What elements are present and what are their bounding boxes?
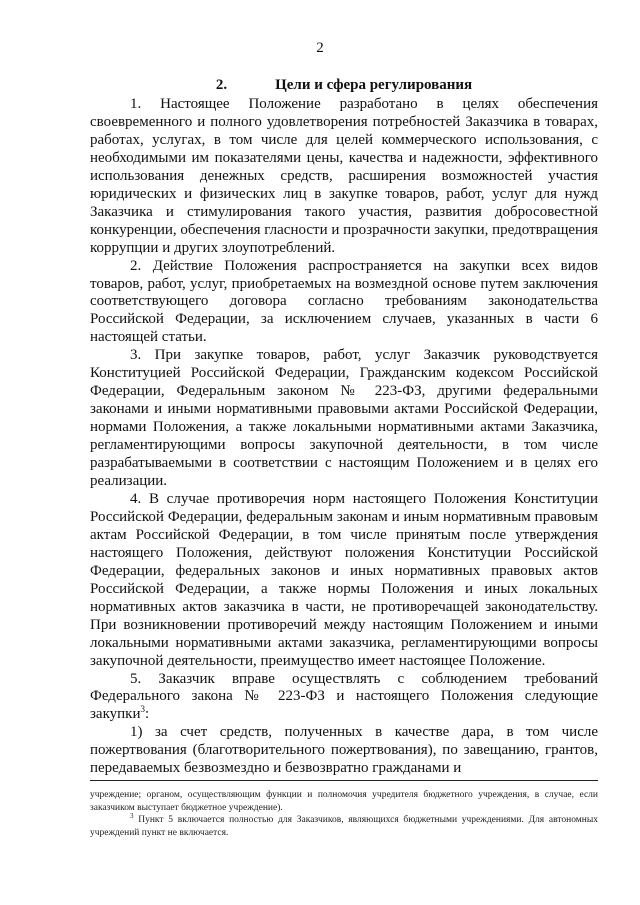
document-body [90,96,598,778]
footnote-continuation: учреждение; органом, осуществляющим функции и полномочия учредителя бюджетного учреждения, в случае, если заказчиком выступает бюджетное учреждение). [90,790,598,813]
footnote-separator [90,780,598,781]
footnote-3-mark: 3 [130,811,134,820]
subitem-1: 1) за счет средств, полученных в качестве дара, в том числе пожертвования (благотворительного пожертвования), по завещанию, грантов, передаваемых безвозмездно и безвозвратно гражданами и [90,724,598,777]
paragraph-1: 1. Настоящее Положение разработано в целях обеспечения своевременного и полного удовлетворения потребностей Заказчика в товарах, работах, услугах, в том числе для целей коммерческого использования, с необходимыми им показателями цены, качества и надежности, эффективного использования денежных средств, расширения возможностей участия юридических и физических лиц в закупке товаров, работ, услуг для нужд Заказчика и стимулирования такого участия, развития добросовестной конкуренции, обеспечения гласности и прозрачности закупки, предотвращения коррупции и других злоупотреблений. [90,96,598,256]
section-number: 2. [215,77,228,93]
section-heading [90,76,598,95]
paragraph-5-tail: : [145,706,150,723]
footnotes [90,789,598,839]
footnote-ref-3: 3 [140,704,146,715]
footnote-3 [90,811,599,839]
page-number: 2 [316,40,324,56]
paragraph-2: 2. Действие Положения распространяется на закупки всех видов товаров, работ, услуг, приобретаемых на возмездной основе путем заключения соответствующего договора согласно требованиям законодательства Российской Федерации, за исключением случаев, указанных в части 6 настоящей статьи. [90,257,598,346]
section-title: Цели и сфера регулирования [275,77,473,93]
paragraph-5-text: 5. Заказчик вправе осуществлять с соблюдением требований Федерального закона № 223-ФЗ и настоящего Положения следующие закупки [90,670,598,723]
paragraph-5 [90,671,598,725]
paragraph-4: 4. В случае противоречия норм настоящего Положения Конституции Российской Федерации, федеральным законам и иным нормативным правовым актам Российской Федерации, в том числе принятым после утверждения настоящего Положения, действуют положения Конституции Российской Федерации, федеральных законов и иных нормативных правовых актов Российской Федерации, а также нормы Положения и иных локальных нормативных актов заказчика в части, не противоречащей законодательству. При возникновении противоречий между настоящим Положением и иными локальными нормативными актами заказчика, регламентирующими вопросы закупочной деятельности, преимущество имеет настоящее Положение. [90,490,598,669]
paragraph-3: 3. При закупке товаров, работ, услуг Заказчик руководствуется Конституцией Российской Федерации, Гражданским кодексом Российской Федерации, Федеральным законом № 223-ФЗ, другими федеральными законами и иными нормативными правовыми актами Российской Федерации, нормами Положения, а также локальными нормативными актами Заказчика, регламентирующими вопросы закупочной деятельности, в том числе разрабатываемыми в соответствии с настоящим Положением и в целях его реализации. [90,347,598,490]
footnote-3-text: Пункт 5 включается полностью для Заказчиков, являющихся бюджетными учреждениями. Для автономных учреждений пункт не включается. [90,815,599,838]
